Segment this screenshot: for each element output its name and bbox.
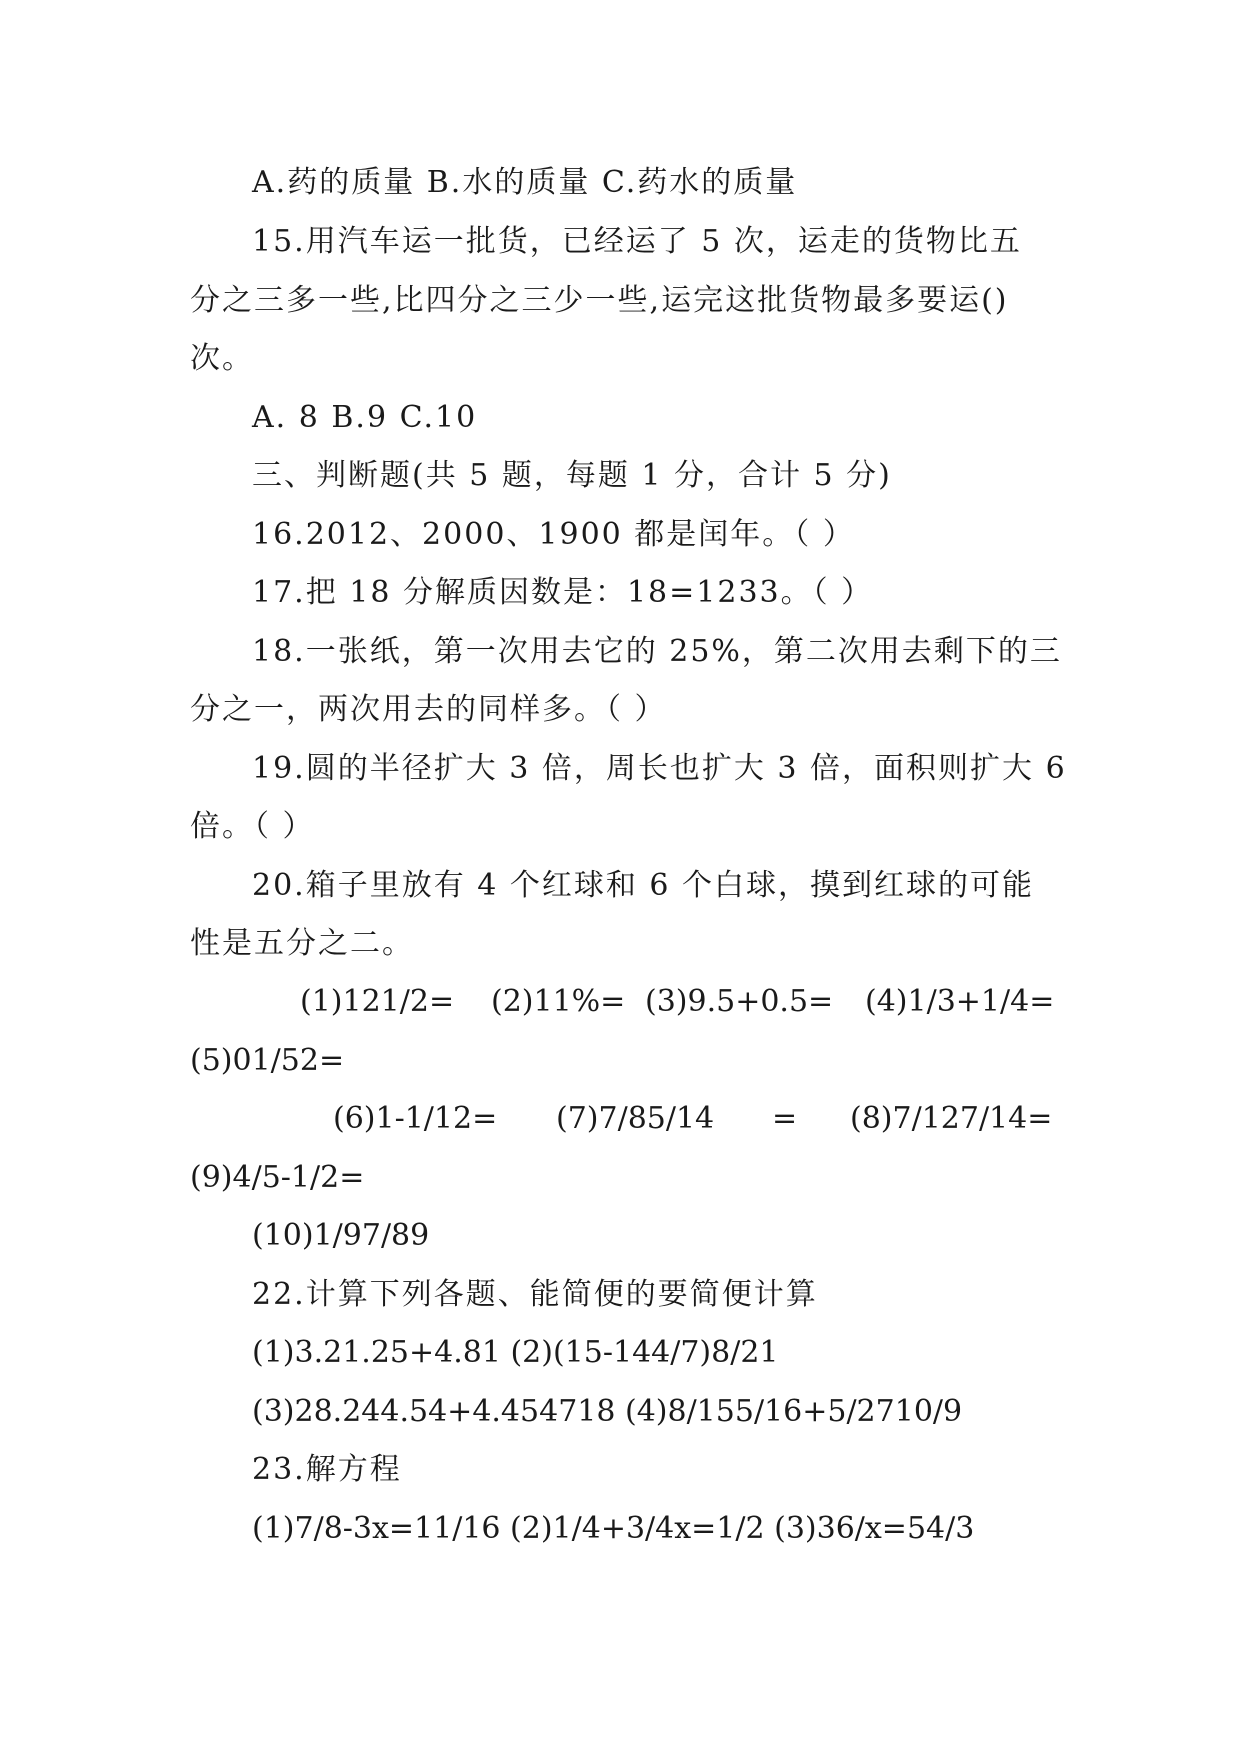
calc-item-6: (6)1-1/12=	[333, 1101, 498, 1136]
q22-row-1: (1)3.21.25+4.81 (2)(15-144/7)8/21	[252, 1335, 779, 1370]
calc-item-7: (7)7/85/14	[556, 1101, 715, 1136]
q15-line-3: 次。	[190, 341, 254, 376]
q14-options: A.药的质量 B.水的质量 C.药水的质量	[252, 165, 798, 200]
q22-heading: 22.计算下列各题、能简便的要简便计算	[252, 1277, 818, 1312]
q15-options: A. 8 B.9 C.10	[252, 400, 478, 435]
section-3-heading: 三、判断题(共 5 题，每题 1 分，合计 5 分)	[252, 458, 892, 493]
q17: 17.把 18 分解质因数是：18=1233。（ ）	[252, 575, 874, 610]
q18-line-2: 分之一，两次用去的同样多。（ ）	[190, 692, 667, 727]
calc-item-7-equals: =	[772, 1101, 798, 1136]
q23-heading: 23.解方程	[252, 1452, 402, 1487]
q20-line-1: 20.箱子里放有 4 个红球和 6 个白球，摸到红球的可能	[252, 868, 1035, 903]
calc-item-3: (3)9.5+0.5=	[645, 984, 834, 1019]
q20-line-2: 性是五分之二。	[190, 926, 414, 961]
q23-row: (1)7/8-3x=11/16 (2)1/4+3/4x=1/2 (3)36/x=54/3	[252, 1511, 975, 1546]
q15-line-2: 分之三多一些,比四分之三少一些,运完这批货物最多要运()	[190, 283, 1009, 318]
calc-item-5: (5)01/52=	[190, 1043, 345, 1078]
q19-line-1: 19.圆的半径扩大 3 倍，周长也扩大 3 倍，面积则扩大 6	[252, 751, 1067, 786]
calc-item-8: (8)7/127/14=	[850, 1101, 1053, 1136]
q16: 16.2012、2000、1900 都是闰年。（ ）	[252, 517, 855, 552]
q18-line-1: 18.一张纸，第一次用去它的 25%，第二次用去剩下的三	[252, 634, 1062, 669]
q22-row-2: (3)28.244.54+4.454718 (4)8/155/16+5/2710/9	[252, 1394, 963, 1429]
calc-item-10: (10)1/97/89	[252, 1218, 430, 1253]
calc-item-4: (4)1/3+1/4=	[865, 984, 1055, 1019]
calc-item-2: (2)11%=	[491, 984, 626, 1019]
calc-item-9: (9)4/5-1/2=	[190, 1160, 365, 1195]
q15-line-1: 15.用汽车运一批货，已经运了 5 次，运走的货物比五	[252, 224, 1022, 259]
calc-item-1: (1)121/2=	[300, 984, 455, 1019]
q19-line-2: 倍。（ ）	[190, 809, 315, 844]
